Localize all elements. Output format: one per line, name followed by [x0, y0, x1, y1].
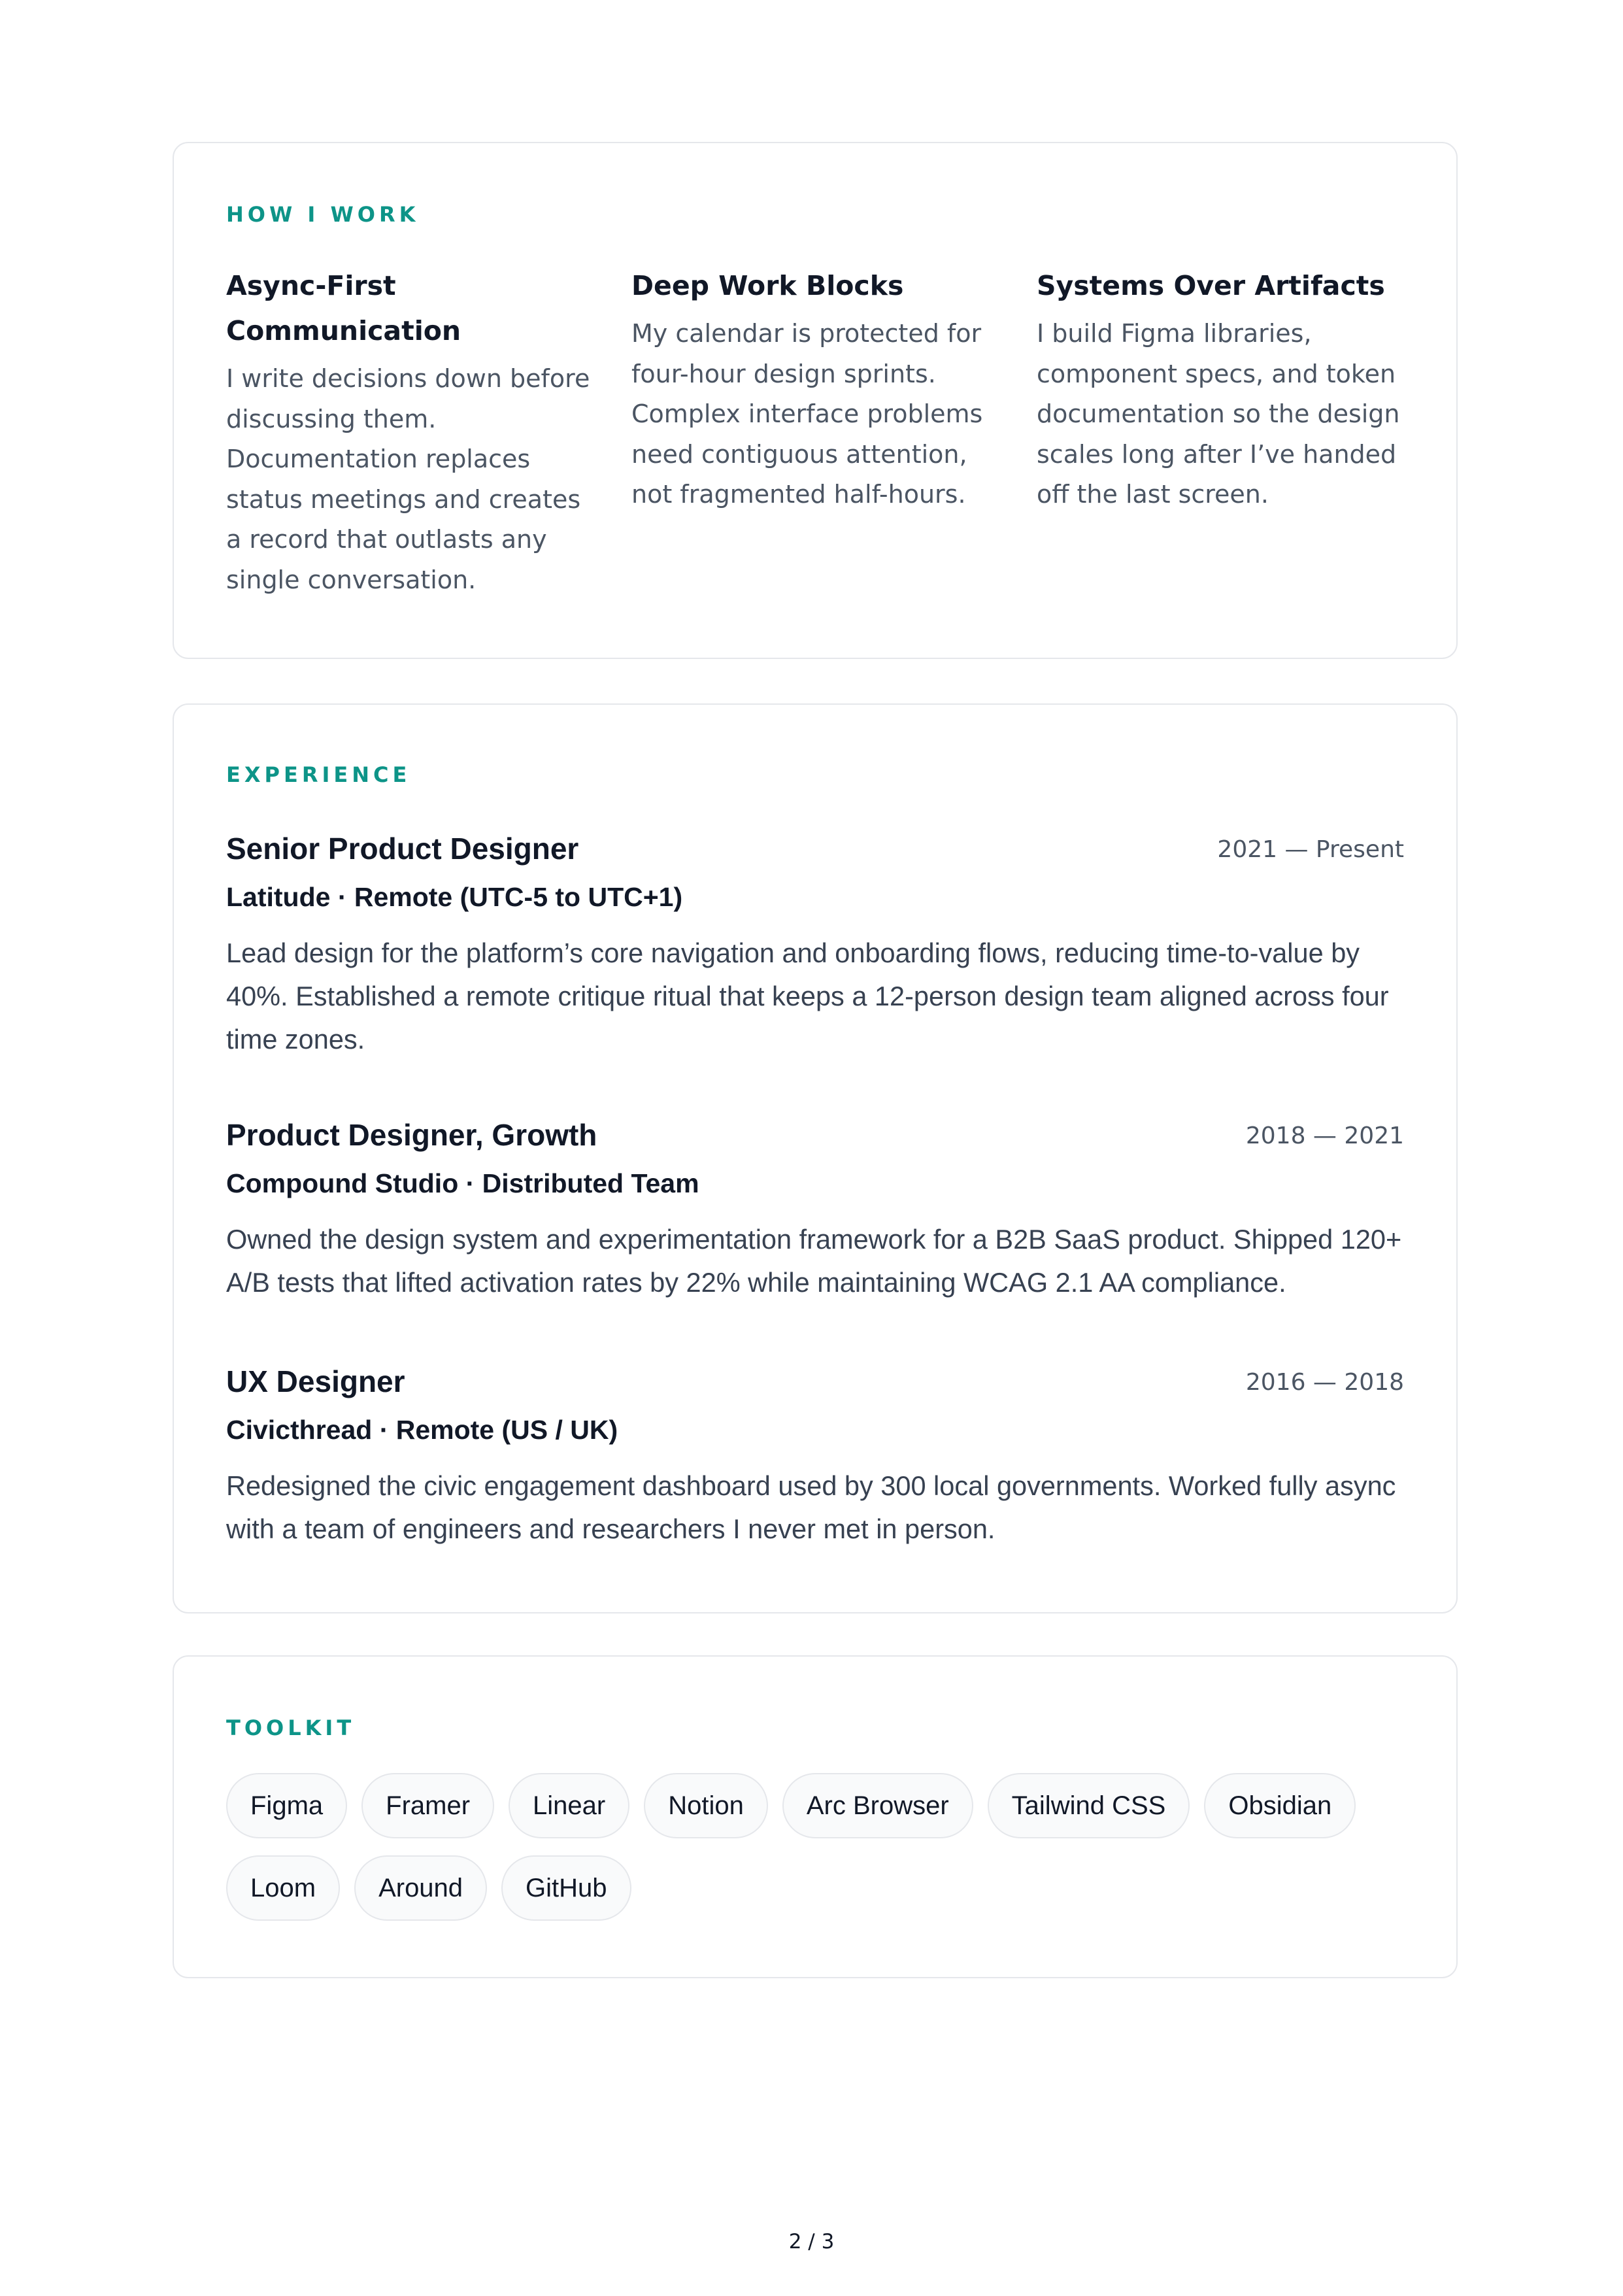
tool-chip-figma: Figma: [226, 1773, 347, 1838]
job-title: UX Designer: [226, 1364, 405, 1398]
job-description: Owned the design system and experimentation framework for a B2B SaaS product. Shipped 120+ A/B tests that lifted activation rates by 22% while maintaining WCAG 2.1 AA compliance.: [226, 1224, 1402, 1298]
tool-chip-tailwind-css: Tailwind CSS: [988, 1773, 1190, 1838]
page-number: 2 / 3: [788, 2230, 835, 2254]
tool-chip-github: GitHub: [501, 1855, 631, 1921]
experience-card: [173, 703, 1458, 1613]
job-company: Latitude · Remote (UTC-5 to UTC+1): [226, 882, 683, 912]
how-column-title: Deep Work Blocks: [631, 270, 904, 301]
how-column-deep-work: [631, 264, 997, 515]
job-company: Compound Studio · Distributed Team: [226, 1168, 699, 1198]
tool-chip-notion: Notion: [644, 1773, 768, 1838]
how-column-async: [226, 264, 592, 600]
section-label-toolkit: TOOLKIT: [226, 1715, 356, 1740]
how-column-systems: [1037, 264, 1403, 515]
job-dates: 2018 — 2021: [1245, 1123, 1404, 1149]
tool-chip-framer: Framer: [361, 1773, 494, 1838]
job-title: Senior Product Designer: [226, 832, 579, 866]
how-column-title: Systems Over Artifacts: [1037, 270, 1385, 301]
tool-chip-linear: Linear: [509, 1773, 629, 1838]
how-column-text: I write decisions down before discussing them. Documentation replaces status meetings and creates a record that outlasts any single conversation.: [226, 364, 590, 594]
section-label-how-i-work: HOW I WORK: [226, 202, 420, 227]
how-i-work-card: [173, 142, 1458, 659]
section-label-experience: EXPERIENCE: [226, 762, 411, 787]
job-description: Lead design for the platform’s core navigation and onboarding flows, reducing time-to-value by 40%. Established a remote critique ritual that keeps a 12-person design team aligned across four time zones.: [226, 937, 1389, 1055]
tool-chip-arc-browser: Arc Browser: [782, 1773, 973, 1838]
toolkit-card: [173, 1655, 1458, 1978]
how-column-text: I build Figma libraries, component specs, and token documentation so the design scales long after I’ve handed off the last screen.: [1037, 319, 1400, 509]
tool-chip-around: Around: [354, 1855, 487, 1921]
job-description: Redesigned the civic engagement dashboard used by 300 local governments. Worked fully async with a team of engineers and researchers I never met in person.: [226, 1470, 1396, 1544]
job-company: Civicthread · Remote (US / UK): [226, 1415, 618, 1445]
how-column-title: Async-First Communication: [226, 270, 461, 346]
job-dates: 2016 — 2018: [1245, 1369, 1404, 1396]
how-column-text: My calendar is protected for four-hour design sprints. Complex interface problems need contiguous attention, not fragmented half-hours.: [631, 319, 983, 509]
tool-chip-obsidian: Obsidian: [1204, 1773, 1356, 1838]
tool-chip-loom: Loom: [226, 1855, 340, 1921]
job-title: Product Designer, Growth: [226, 1118, 597, 1152]
job-dates: 2021 — Present: [1217, 836, 1404, 863]
tool-chip-list: [226, 1773, 1407, 1921]
